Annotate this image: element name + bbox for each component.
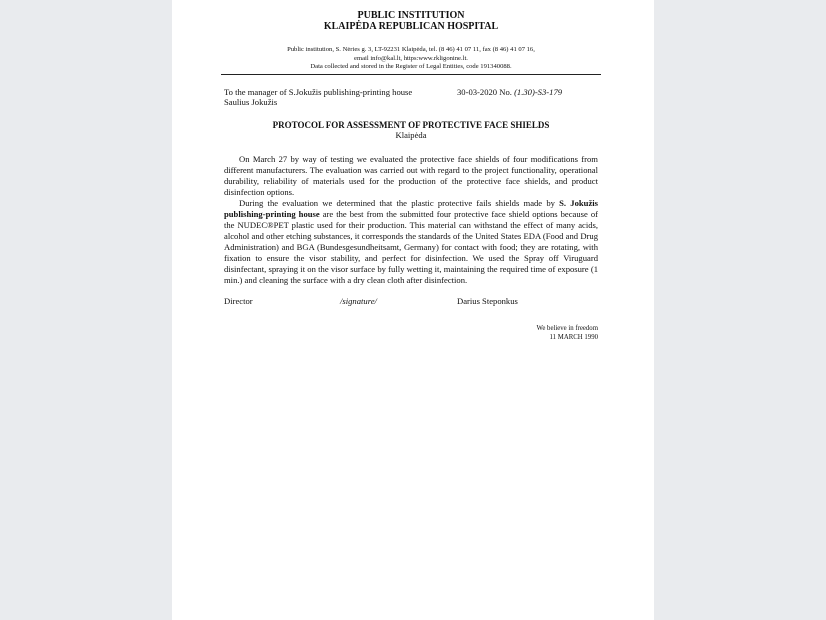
institution-register: Data collected and stored in the Register of Legal Entities, code 191340088.	[310, 63, 512, 71]
institution-title	[224, 10, 598, 32]
institution-contact-info	[224, 46, 598, 72]
body-paragraph-2	[224, 198, 598, 286]
manufacturer-name: S. Jokužis publishing-printing house	[224, 197, 598, 219]
body-paragraph-2-end: are the best from the submitted four protective face shield options because of the NUDEC®PET plastic used for their production. This material can withstand the effect of many acids, alcohol and other etching substances, it corresponds the standards of the United States EDA (Food and Drug Administration) and BGA (Bundesgesundheitsamt, Germany) for contact with food; they are rotating, with fixation to ensure the visor stability, and perfect for disinfection. We used the Spray off Viruguard disinfectant, spraying it on the visor surface by fully wetting it, maintaining the required time of exposure (1 min.) and cleaning the surface with a dry clean cloth after disinfection.	[224, 208, 598, 285]
institution-address: Public institution, S. Nėries g. 3, LT-92231 Klaipėda, tel. (8 46) 41 07 11, fax (8 46) 41 07 16,	[287, 46, 535, 53]
institution-type: PUBLIC INSTITUTION	[357, 10, 465, 21]
document-body	[224, 154, 598, 286]
body-paragraph-1: On March 27 by way of testing we evaluated the protective face shields of four modifications from different manufacturers. The evaluation was carried out with regard to the project functionality, operational durability, reliability of materials used for the production of the protective face shields, and product disinfection options.	[224, 153, 598, 197]
document-content	[224, 10, 598, 342]
document-date-number	[457, 87, 562, 98]
document-reference: (1.30)-S3-179	[514, 86, 563, 97]
document-title: PROTOCOL FOR ASSESSMENT OF PROTECTIVE FACE SHIELDS	[272, 119, 550, 130]
institution-name: KLAIPĖDA REPUBLICAN HOSPITAL	[323, 21, 499, 32]
institution-web: email info@kal.lt, https:www.rkligonine.lt.	[354, 54, 468, 62]
signatory-name: Darius Steponkus	[457, 295, 518, 306]
addressee	[224, 87, 454, 108]
addressee-line-1: To the manager of S.Jokužis publishing-printing house	[224, 86, 413, 97]
signature-placeholder: /signature/	[340, 295, 377, 306]
body-paragraph-2-start: During the evaluation we determined that the plastic protective fails shields made by	[239, 197, 560, 208]
signature-row	[224, 296, 598, 308]
motto	[224, 324, 598, 342]
motto-line-1: We believe in freedom	[536, 324, 598, 332]
motto-line-2: 11 MARCH 1990	[549, 333, 598, 341]
signatory-role: Director	[224, 295, 253, 306]
addressee-row	[224, 87, 598, 109]
header-divider	[221, 74, 601, 75]
document-date: 30-03-2020 No.	[457, 86, 512, 97]
addressee-line-2: Saulius Jokužis	[224, 97, 278, 108]
document-page	[172, 0, 654, 620]
document-city: Klaipėda	[395, 129, 427, 140]
